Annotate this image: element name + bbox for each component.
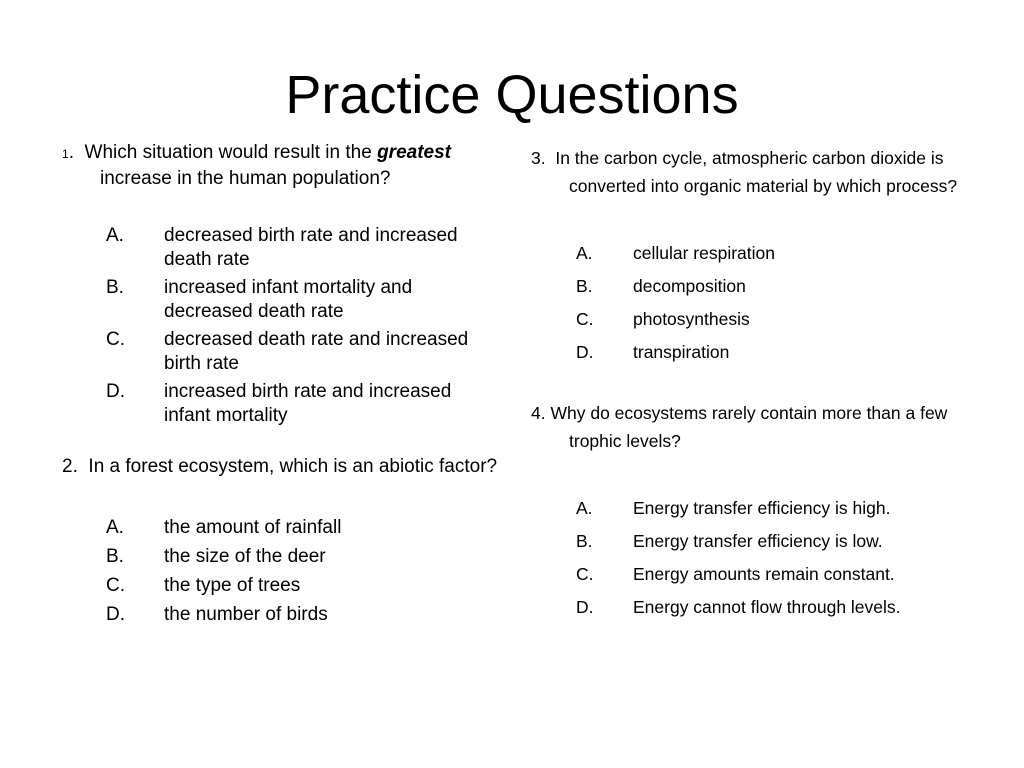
option-text: the type of trees xyxy=(164,574,301,596)
option-letter: C. xyxy=(106,574,125,596)
option-letter: D. xyxy=(106,381,125,402)
question-1 xyxy=(62,141,502,190)
question-2-option-a xyxy=(62,513,502,542)
option-text: transpiration xyxy=(633,342,730,362)
question-4 xyxy=(531,400,981,455)
option-letter: C. xyxy=(576,309,594,329)
option-text: decreased death rate and increased birth rate xyxy=(164,329,469,374)
option-letter: B. xyxy=(576,531,593,551)
option-letter: A. xyxy=(106,225,124,246)
option-text: Energy transfer efficiency is high. xyxy=(633,498,891,518)
option-letter: A. xyxy=(106,516,124,538)
option-letter: C. xyxy=(576,564,594,584)
question-2-option-d xyxy=(62,600,502,629)
left-column xyxy=(62,141,502,629)
question-4-text: Why do ecosystems rarely contain more than a few trophic levels? xyxy=(550,403,948,451)
question-4-option-c xyxy=(531,558,981,591)
option-letter: B. xyxy=(576,276,593,296)
question-1-number-suffix: . xyxy=(68,142,74,163)
option-text: photosynthesis xyxy=(633,309,750,329)
question-1-option-d xyxy=(62,380,502,427)
question-1-text-before: Which situation would result in the xyxy=(84,142,372,163)
question-1-number: 1 xyxy=(62,147,69,161)
question-4-option-a xyxy=(531,492,981,525)
question-1-option-b xyxy=(62,276,502,323)
question-3 xyxy=(531,145,981,200)
option-text: the amount of rainfall xyxy=(164,516,342,538)
option-text: increased infant mortality and decreased death rate xyxy=(164,277,413,322)
question-2 xyxy=(62,455,502,479)
question-2-option-b xyxy=(62,542,502,571)
option-letter: B. xyxy=(106,545,124,567)
option-text: Energy cannot flow through levels. xyxy=(633,597,901,617)
option-text: decomposition xyxy=(633,276,746,296)
question-1-emphasis: greatest xyxy=(377,142,451,163)
slide-title: Practice Questions xyxy=(285,65,739,125)
option-letter: D. xyxy=(576,597,594,617)
option-letter: A. xyxy=(576,498,593,518)
option-text: Energy amounts remain constant. xyxy=(633,564,895,584)
right-column xyxy=(531,145,981,624)
question-4-option-b xyxy=(531,525,981,558)
option-text: the size of the deer xyxy=(164,545,326,567)
option-letter: D. xyxy=(576,342,594,362)
question-1-options xyxy=(62,224,502,427)
question-1-option-a xyxy=(62,224,502,271)
question-3-text: In the carbon cycle, atmospheric carbon dioxide is converted into organic material by which process? xyxy=(555,148,958,196)
question-2-option-c xyxy=(62,571,502,600)
option-letter: C. xyxy=(106,329,125,350)
question-3-options xyxy=(531,237,981,369)
question-3-option-c xyxy=(531,303,981,336)
option-text: increased birth rate and increased infant mortality xyxy=(164,381,452,426)
question-4-options xyxy=(531,492,981,624)
question-2-label: 2. xyxy=(62,456,78,477)
question-2-options xyxy=(62,513,502,629)
option-letter: A. xyxy=(576,243,593,263)
question-3-label: 3. xyxy=(531,148,546,168)
question-4-option-d xyxy=(531,591,981,624)
option-text: the number of birds xyxy=(164,603,328,625)
option-text: Energy transfer efficiency is low. xyxy=(633,531,883,551)
question-4-label: 4. xyxy=(531,403,546,423)
option-letter: D. xyxy=(106,603,125,625)
option-text: decreased birth rate and increased death rate xyxy=(164,225,458,270)
question-3-option-a xyxy=(531,237,981,270)
question-1-text-after: increase in the human population? xyxy=(100,167,391,189)
question-1-option-c xyxy=(62,328,502,375)
question-3-option-d xyxy=(531,336,981,369)
question-2-text: In a forest ecosystem, which is an abiotic factor? xyxy=(88,456,498,477)
question-3-option-b xyxy=(531,270,981,303)
option-text: cellular respiration xyxy=(633,243,776,263)
option-letter: B. xyxy=(106,277,124,298)
